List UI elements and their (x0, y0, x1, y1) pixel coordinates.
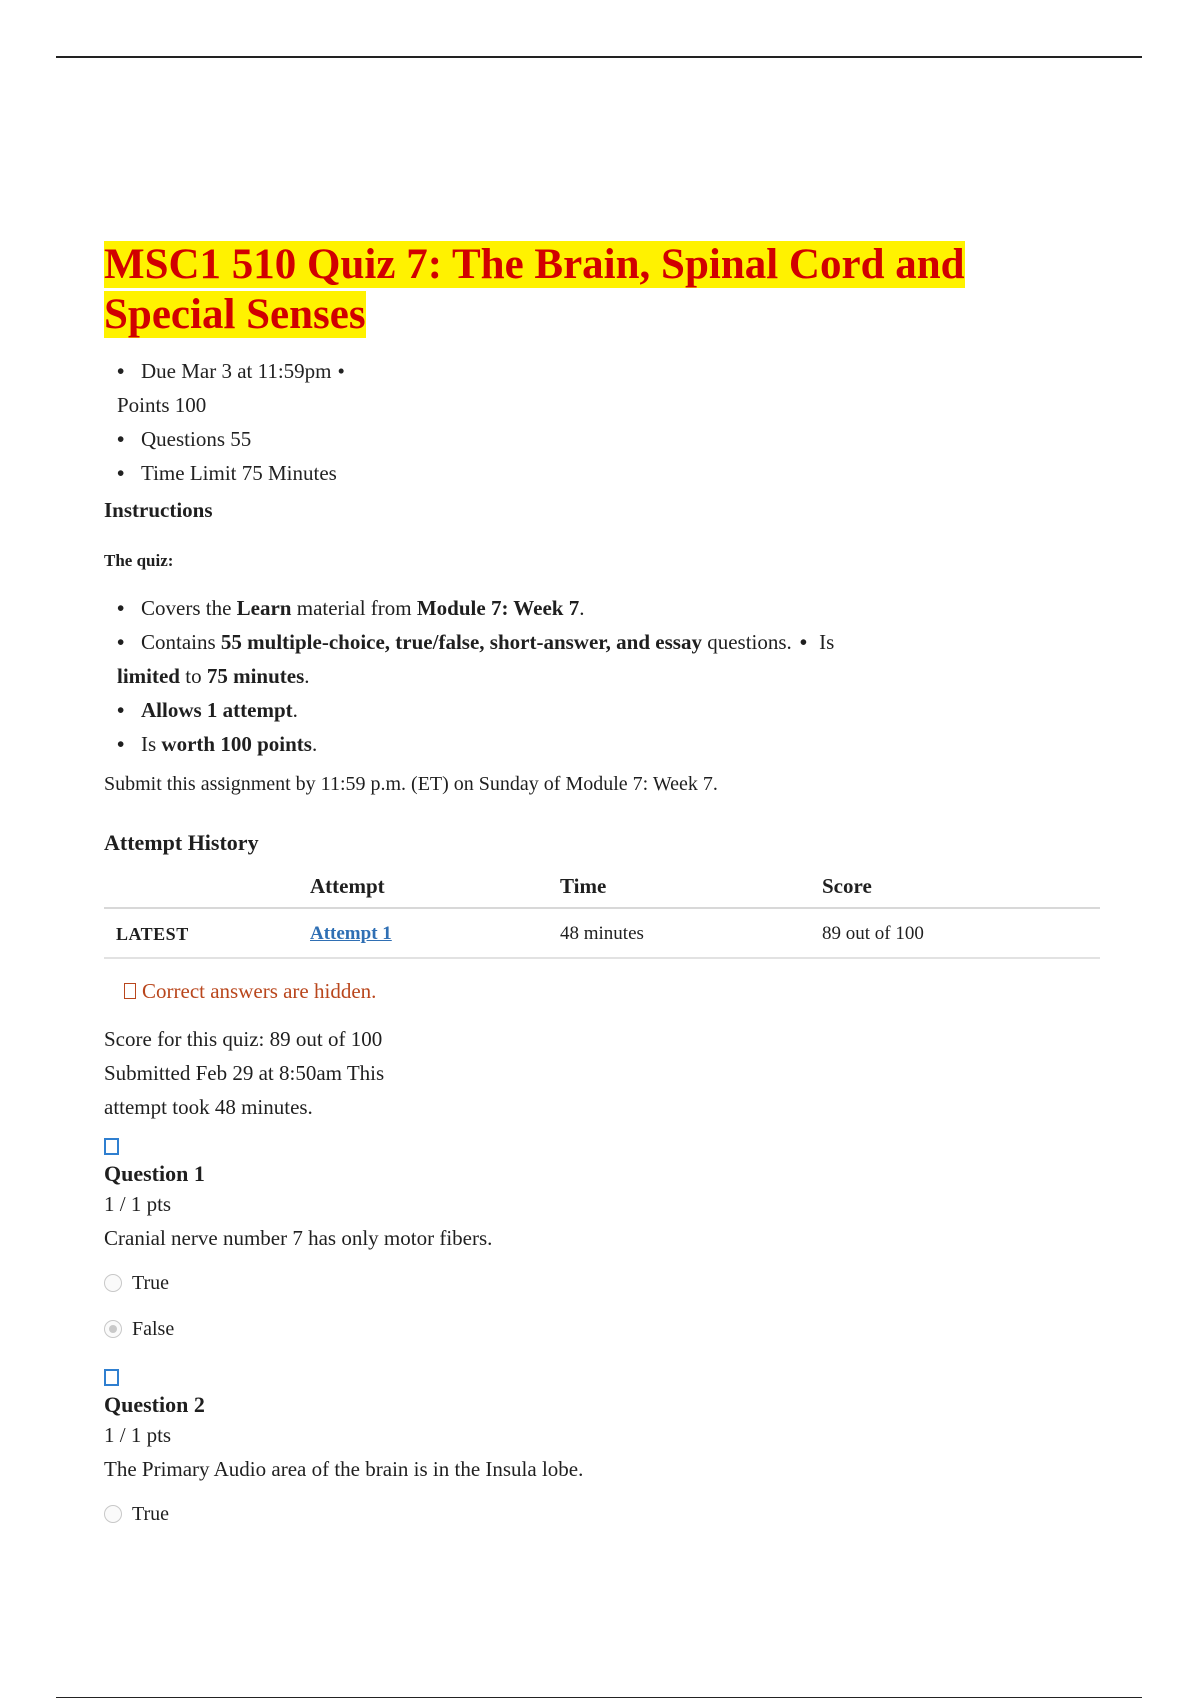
header-attempt: Attempt (298, 866, 548, 908)
header-score: Score (810, 866, 1100, 908)
rule-attempts: • Allows 1 attempt. (117, 698, 298, 722)
meta-points: Points 100 (117, 393, 207, 417)
question-points: 1 / 1 pts (104, 1192, 172, 1216)
attempt-history-title: Attempt History (104, 830, 259, 855)
radio-button-selected[interactable] (104, 1320, 122, 1338)
header-time: Time (548, 866, 810, 908)
rule-contains: • Contains 55 multiple-choice, true/false, short-answer, and essay questions. • Is (117, 630, 835, 654)
table-row (104, 908, 1100, 958)
attempt-cell (298, 908, 548, 958)
option-label: False (132, 1317, 175, 1340)
answer-option-true[interactable] (104, 1496, 1104, 1532)
radio-button[interactable] (104, 1274, 122, 1292)
page-title (104, 240, 1094, 340)
questions-count: Questions 55 (141, 427, 252, 451)
title-text: MSC1 510 Quiz 7: The Brain, Spinal Cord and Special Senses (104, 241, 965, 338)
answer-option-false[interactable] (104, 1311, 1104, 1347)
info-icon (124, 983, 136, 999)
score-cell: 89 out of 100 (810, 908, 1100, 958)
latest-label: LATEST (104, 908, 298, 958)
score-line: Score for this quiz: 89 out of 100 (104, 1027, 383, 1051)
question-1 (104, 1138, 1104, 1347)
meta-questions-line: • Questions 55 (117, 427, 252, 451)
time-limit: Time Limit 75 Minutes (141, 461, 337, 485)
duration-line: attempt took 48 minutes. (104, 1095, 313, 1119)
meta-time-line: • Time Limit 75 Minutes (117, 461, 337, 485)
flag-icon[interactable] (104, 1369, 119, 1386)
quiz-rules (104, 591, 1104, 761)
question-text: Cranial nerve number 7 has only motor fibers. (104, 1226, 493, 1250)
hidden-note-text: Correct answers are hidden. (142, 979, 377, 1003)
bottom-rule (56, 1697, 1142, 1698)
quiz-page (104, 240, 1104, 1532)
score-summary (104, 1022, 1104, 1124)
option-label: True (132, 1271, 170, 1294)
time-cell: 48 minutes (548, 908, 810, 958)
radio-button[interactable] (104, 1505, 122, 1523)
question-title: Question 1 (104, 1161, 205, 1186)
question-title: Question 2 (104, 1392, 205, 1417)
question-points: 1 / 1 pts (104, 1423, 172, 1447)
question-2 (104, 1369, 1104, 1532)
rule-limited: limited to 75 minutes. (117, 664, 310, 688)
flag-icon[interactable] (104, 1138, 119, 1155)
quiz-subheading: The quiz: (104, 551, 174, 570)
question-text: The Primary Audio area of the brain is in the Insula lobe. (104, 1457, 584, 1481)
header-blank (104, 866, 298, 908)
due-date: Due Mar 3 at 11:59pm (141, 359, 332, 383)
rule-covers: • Covers the Learn material from Module 7: Week 7. (117, 596, 585, 620)
submitted-line: Submitted Feb 29 at 8:50am This (104, 1061, 385, 1085)
hidden-answers-note (124, 979, 1104, 1004)
option-label: True (132, 1502, 170, 1525)
answer-option-true[interactable] (104, 1265, 1104, 1301)
submit-note: Submit this assignment by 11:59 p.m. (ET) on Sunday of Module 7: Week 7. (104, 773, 718, 795)
instructions-heading: Instructions (104, 498, 213, 522)
top-rule (56, 56, 1142, 58)
quiz-meta (104, 354, 1104, 490)
table-header-row (104, 866, 1100, 908)
meta-due-line: • Due Mar 3 at 11:59pm • (117, 359, 345, 383)
attempt-history-table (104, 866, 1100, 959)
attempt-link[interactable]: Attempt 1 (310, 923, 392, 944)
rule-worth: • Is worth 100 points. (117, 732, 318, 756)
